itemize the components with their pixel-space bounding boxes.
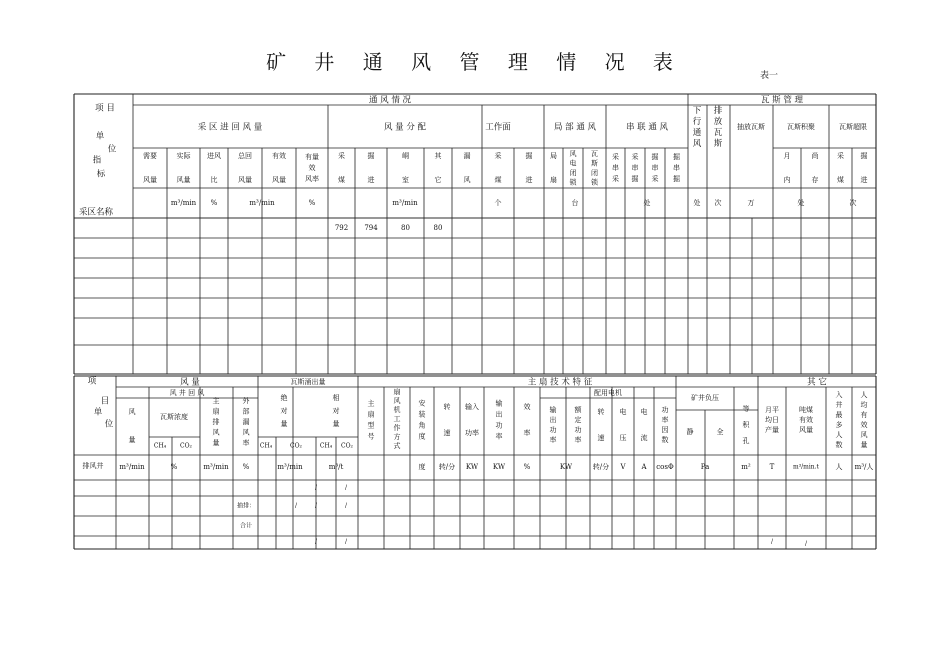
label-input-power: 功率 <box>465 429 479 437</box>
corner-label-unit-2: 位 <box>107 144 117 155</box>
table-number: 表一 <box>760 71 779 81</box>
mark-m1: / <box>314 484 318 492</box>
label-motor-speed: 转 <box>597 408 605 416</box>
column-header-c16: 锁 <box>591 178 598 187</box>
column-header-c19: 采 <box>651 175 659 183</box>
mark-m7: 合计 <box>239 522 253 530</box>
label-external-leak: 漏 <box>242 418 250 426</box>
column-header-c16: 瓦 <box>591 149 598 158</box>
group-title-gas-management: 瓦 斯 管 理 <box>760 95 804 106</box>
unit-u8: 处 <box>643 199 651 207</box>
label-absolute: 量 <box>280 420 288 428</box>
unit-u1: m³/min <box>170 199 197 207</box>
corner-label-district-name: 采区名称 <box>78 207 114 218</box>
label-static: 静 <box>686 428 694 436</box>
unit-u13: 次 <box>849 199 857 207</box>
unit2-w9: KW <box>465 463 479 471</box>
mark-m9: / <box>344 538 348 546</box>
unit2-w19: T <box>769 463 775 471</box>
label-monthly-output: 产量 <box>765 426 779 434</box>
group-title-series-ventilation: 串 联 通 风 <box>625 122 669 133</box>
label-max-persons: 入 <box>835 391 843 399</box>
column-header-c16: 斯 <box>591 159 598 168</box>
column-header-c7: 采 <box>338 152 345 160</box>
label-main-fan-tech: 主 扇 技 术 特 征 <box>527 377 593 388</box>
group-title-working-face: 工作面 <box>485 122 511 133</box>
column-header-c4: 总回 <box>238 152 252 160</box>
label-unit-2: 位 <box>104 419 114 430</box>
label-efficiency: 效 <box>523 403 531 411</box>
label-max-persons: 最 <box>835 411 843 419</box>
unit2-w16: cosΦ <box>656 463 674 471</box>
column-header-c24: 掘 <box>860 152 868 160</box>
group-title-district-air: 采 区 进 回 风 量 <box>197 122 263 133</box>
label-power-factor: 因 <box>661 426 669 434</box>
unit2-w21: 人 <box>835 463 843 471</box>
label-fan-model: 号 <box>367 432 375 441</box>
label-motor-speed: 速 <box>597 434 605 442</box>
column-header-c23: 煤 <box>837 176 844 184</box>
label-output-power: 输 <box>495 399 503 408</box>
column-header-c12: 煤 <box>494 176 502 184</box>
unit2-w1: m³/min <box>119 463 145 471</box>
column-header-c11: 风 <box>463 176 471 184</box>
label-ch4-3: CH₄ <box>319 442 333 450</box>
cell-value-v2: 794 <box>364 224 378 232</box>
column-header-c8: 进 <box>367 176 375 184</box>
label-fan-model: 扇 <box>367 410 375 419</box>
label-blade-angle: 安 <box>418 399 426 408</box>
column-header-c15: 锁 <box>569 178 577 187</box>
cell-value-v1: 792 <box>334 224 349 232</box>
label-air-per-ton: 有效 <box>799 416 813 424</box>
column-header-c1: 风量 <box>143 176 157 184</box>
unit2-w2: % <box>170 463 178 471</box>
column-header-c18: 串 <box>631 164 639 172</box>
unit-u9: 处 <box>693 199 701 207</box>
label-main-fan-exhaust: 扇 <box>212 407 220 416</box>
label-shaft-return: 风 井 回 风 <box>169 389 205 397</box>
label-blade-angle: 度 <box>418 432 426 441</box>
page-title: 矿 井 通 风 管 理 情 况 表 <box>266 50 684 74</box>
label-equivalent-orifice: 孔 <box>742 437 750 445</box>
group-title-gas-accumulation: 瓦斯积聚 <box>787 123 815 131</box>
column-header-c20: 掘 <box>673 153 680 161</box>
label-other: 其 它 <box>807 377 827 388</box>
mark-m8: / <box>314 538 318 546</box>
label-absolute: 对 <box>280 407 288 415</box>
label-co2-3: CO₂ <box>341 442 353 450</box>
label-air-qty: 风 <box>128 408 136 416</box>
label-item: 项 <box>87 376 97 387</box>
unit2-w17: Pa <box>700 463 710 471</box>
mark-m2: / <box>344 484 348 492</box>
column-header-c1: 需要 <box>143 152 157 160</box>
label-fan-model: 主 <box>367 399 375 408</box>
column-header-c22: 尚 <box>811 152 819 160</box>
label-monthly-output: 均日 <box>765 416 779 424</box>
label-relative: 量 <box>332 420 340 428</box>
column-header-c21: 内 <box>783 176 791 184</box>
column-header-c20: 串 <box>673 164 680 172</box>
unit2-w3: m³/min <box>203 463 229 471</box>
column-header-c6: 有量 <box>305 153 319 161</box>
column-header-c3: 比 <box>210 176 218 184</box>
label-equivalent-orifice: 等 <box>742 405 750 413</box>
label-air-per-person: 风 <box>860 431 868 439</box>
label-main-fan-exhaust: 量 <box>212 439 220 447</box>
label-co2-2: CO₂ <box>290 442 302 450</box>
label-rated-power: 功 <box>574 426 582 434</box>
label-air-qty: 量 <box>128 436 136 444</box>
label-max-persons: 人 <box>835 431 843 439</box>
label-mine-negative-pressure: 矿井负压 <box>691 394 719 402</box>
unit2-w5: m³/min <box>277 463 303 471</box>
label-air-per-ton: 吨煤 <box>799 406 813 414</box>
label-fan-mode: 风 <box>393 397 401 405</box>
label-gas-emission: 瓦斯涌出量 <box>290 378 326 386</box>
label-motor-output: 率 <box>549 436 557 444</box>
label-main-fan-exhaust: 主 <box>212 397 220 405</box>
label-main-fan-exhaust: 风 <box>212 428 220 437</box>
label-max-persons: 井 <box>835 401 843 409</box>
label-rated-power: 率 <box>574 436 582 444</box>
column-header-c2: 实际 <box>176 152 191 160</box>
label-motor-output: 功 <box>549 426 557 434</box>
label-voltage: 电 <box>619 408 627 416</box>
label-co2-1: CO₂ <box>180 442 192 450</box>
unit2-w22: m³/人 <box>854 463 874 471</box>
column-header-c6: 风率 <box>305 175 319 183</box>
label-power-factor: 率 <box>661 416 669 424</box>
corner-label-index-2: 标 <box>96 169 106 180</box>
label-voltage: 压 <box>619 434 627 442</box>
mark-m5: / <box>314 502 318 510</box>
column-header-c24: 进 <box>860 176 868 184</box>
mark-m11: / <box>804 540 808 548</box>
group-title-local-ventilation: 局 部 通 风 <box>553 122 597 133</box>
column-header-c10: 其 <box>434 152 442 160</box>
unit-u4: % <box>308 199 316 207</box>
label-unit-1: 单 <box>93 407 103 418</box>
column-header-c15: 电 <box>569 159 577 168</box>
unit2-w11: % <box>523 463 531 471</box>
label-current: 电 <box>640 408 648 416</box>
unit-u12: 处 <box>797 199 805 207</box>
unit2-w8: 转/分 <box>438 463 456 471</box>
label-motor-output: 出 <box>549 416 557 424</box>
column-header-c12: 采 <box>494 152 502 160</box>
label-rated-power: 额 <box>574 406 582 414</box>
unit2-w20: m³/min.t <box>793 463 819 471</box>
column-header-c10: 它 <box>434 176 442 184</box>
group-title-gas-discharge: 斯 <box>713 139 723 149</box>
column-header-c20: 掘 <box>673 175 680 183</box>
label-fan-mode: 式 <box>393 442 401 450</box>
unit-u6: 个 <box>494 199 502 207</box>
column-header-c14: 扇 <box>550 176 557 184</box>
label-input-power: 输入 <box>465 403 479 411</box>
label-fan-mode: 作 <box>393 424 401 432</box>
label-air-per-person: 有 <box>860 411 868 419</box>
label-power-factor: 功 <box>661 406 669 414</box>
column-header-c5: 有效 <box>272 152 286 160</box>
mark-m3: 抽排： <box>236 502 256 510</box>
unit-u7: 台 <box>571 199 579 207</box>
column-header-c14: 局 <box>550 152 557 160</box>
label-gas-concentration: 瓦斯浓度 <box>160 413 188 421</box>
label-air-volume: 风 量 <box>180 377 200 388</box>
group-title-descending-ventilation: 通 <box>692 128 702 138</box>
label-fan-mode: 方 <box>393 433 401 441</box>
corner-label-item: 项 目 <box>95 103 115 114</box>
label-efficiency: 率 <box>523 429 531 437</box>
unit-u2: % <box>210 199 218 207</box>
label-max-persons: 数 <box>835 441 843 449</box>
column-header-c8: 掘 <box>367 152 375 160</box>
column-header-c2: 风量 <box>176 176 191 184</box>
unit-u11: 万 <box>747 199 755 207</box>
column-header-c9: 峒 <box>402 152 409 160</box>
group-title-gas-overlimit: 瓦斯超限 <box>839 123 867 131</box>
column-header-c17: 采 <box>612 175 619 183</box>
label-fan-mode: 工 <box>393 415 401 423</box>
label-air-per-person: 量 <box>860 441 868 449</box>
column-header-c18: 采 <box>631 153 639 161</box>
column-header-c17: 串 <box>612 164 619 172</box>
label-external-leak: 部 <box>242 407 250 416</box>
group-title-ventilation: 通 风 情 况 <box>368 95 412 106</box>
label-motor-output: 输 <box>549 406 557 414</box>
label-external-leak: 风 <box>242 428 250 437</box>
column-header-c6: 效 <box>308 164 316 172</box>
column-header-c7: 煤 <box>338 176 345 184</box>
mark-m6: / <box>344 502 348 510</box>
column-header-c9: 室 <box>402 176 409 184</box>
label-external-leak: 外 <box>242 397 250 405</box>
label-ch4-1: CH₄ <box>153 442 167 450</box>
unit2-w6: m³/t <box>328 463 344 471</box>
label-fan-mode: 机 <box>393 406 401 414</box>
unit-u10: 次 <box>714 199 722 207</box>
group-title-descending-ventilation: 风 <box>692 139 702 149</box>
label-output-power: 功 <box>495 421 503 430</box>
unit2-w12: KW <box>559 463 573 471</box>
column-header-c15: 闭 <box>569 168 577 177</box>
unit2-w18: m² <box>741 463 751 471</box>
unit2-w14: V <box>620 463 626 471</box>
column-header-c15: 风 <box>569 149 577 158</box>
label-equivalent-orifice: 积 <box>742 421 750 429</box>
label-exhaust-shaft: 排风井 <box>82 462 104 470</box>
mark-m10: / <box>770 538 774 546</box>
corner-label-index-1: 指 <box>92 155 102 166</box>
label-rated-power: 定 <box>574 416 582 424</box>
label-air-per-person: 均 <box>860 401 868 409</box>
column-header-c18: 掘 <box>631 175 639 183</box>
label-main-fan-exhaust: 排 <box>212 418 220 426</box>
group-title-descending-ventilation: 行 <box>692 117 702 127</box>
label-power-factor: 数 <box>661 436 669 444</box>
group-title-air-distribution: 风 量 分 配 <box>383 122 427 133</box>
unit2-w15: A <box>641 463 647 471</box>
column-header-c5: 风量 <box>272 176 286 184</box>
label-max-persons: 多 <box>835 421 843 429</box>
cell-value-v4: 80 <box>433 224 443 232</box>
unit2-w10: KW <box>492 463 506 471</box>
label-fan-mode: 扇 <box>393 388 401 396</box>
label-air-per-person: 效 <box>860 421 868 429</box>
mark-m4: / <box>294 502 298 510</box>
label-monthly-output: 月平 <box>765 406 779 414</box>
label-output-power: 出 <box>495 410 503 419</box>
column-header-c23: 采 <box>837 152 844 160</box>
group-title-descending-ventilation: 下 <box>692 106 702 116</box>
label-external-leak: 率 <box>242 439 250 447</box>
label-item-2: 目 <box>100 396 110 407</box>
column-header-c11: 漏 <box>463 152 471 160</box>
column-header-c17: 采 <box>612 153 619 161</box>
column-header-c13: 掘 <box>525 152 533 160</box>
column-header-c19: 掘 <box>651 153 659 161</box>
label-relative: 相 <box>332 394 340 402</box>
cell-value-v3: 80 <box>401 224 410 232</box>
column-header-c19: 串 <box>651 164 659 172</box>
label-air-per-ton: 风量 <box>799 426 813 434</box>
label-output-power: 率 <box>495 432 503 441</box>
label-current: 流 <box>640 434 648 442</box>
group-title-gas-drainage: 抽放瓦斯 <box>737 123 765 131</box>
label-fan-model: 型 <box>367 421 375 430</box>
label-total: 全 <box>716 428 724 436</box>
unit2-w13: 转/分 <box>592 463 610 471</box>
unit2-w7: 度 <box>418 463 426 471</box>
group-title-gas-discharge: 放 <box>713 117 723 127</box>
column-header-c21: 月 <box>783 152 791 160</box>
label-blade-angle: 装 <box>418 410 426 419</box>
label-speed: 速 <box>443 429 451 437</box>
column-header-c16: 闭 <box>591 168 598 177</box>
label-blade-angle: 角 <box>418 421 426 430</box>
corner-label-unit-1: 单 <box>95 131 105 142</box>
group-title-gas-discharge: 排 <box>713 106 723 116</box>
column-header-c3: 进风 <box>207 152 221 160</box>
unit2-w4: % <box>242 463 250 471</box>
column-header-c22: 存 <box>811 176 819 184</box>
unit-u5: m³/min <box>392 199 418 207</box>
label-speed: 转 <box>443 403 451 411</box>
label-absolute: 绝 <box>280 394 288 402</box>
group-title-gas-discharge: 瓦 <box>713 128 723 138</box>
label-ch4-2: CH₄ <box>259 442 273 450</box>
label-relative: 对 <box>332 407 340 415</box>
label-air-per-person: 人 <box>860 391 868 399</box>
unit-u3: m³/min <box>249 199 275 207</box>
column-header-c13: 进 <box>525 176 533 184</box>
column-header-c4: 风量 <box>238 176 252 184</box>
label-matched-motor: 配用电机 <box>594 389 622 397</box>
